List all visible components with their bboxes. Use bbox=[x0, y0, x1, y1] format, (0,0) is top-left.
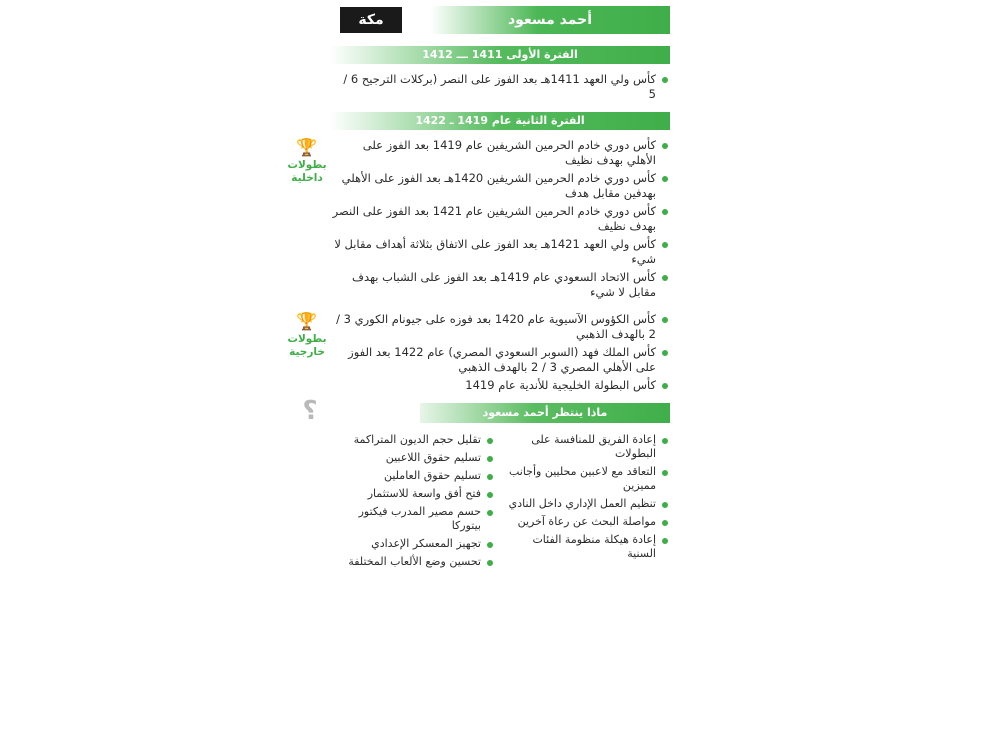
list-item: كأس ولي العهد 1421هـ بعد الفوز على الاتفاق بثلاثة أهداف مقابل لا شيء bbox=[332, 237, 670, 267]
section-bar-second-period-label: الفترة الثانية عام 1419 ـ 1422 bbox=[330, 112, 670, 130]
expectations-left-column bbox=[505, 433, 670, 573]
list-item: حسم مصير المدرب فيكتور بيتوركا bbox=[330, 505, 495, 533]
local-titles-row bbox=[287, 138, 670, 300]
list-item: تحسين وضع الألعاب المختلفة bbox=[330, 555, 495, 569]
trophy-icon: 🏆 bbox=[296, 138, 318, 158]
external-titles-list bbox=[332, 312, 670, 393]
local-titles-tag bbox=[278, 138, 336, 185]
external-titles-tag-line1: بطولات bbox=[287, 333, 327, 345]
question-section-label: ماذا ينتظر أحمد مسعود bbox=[420, 403, 670, 423]
list-item: فتح أفق واسعة للاستثمار bbox=[330, 487, 495, 501]
list-item: كأس الملك فهد (السوبر السعودي المصري) عام 1422 بعد الفوز على الأهلي المصري 3 / 2 بالهدف الذهبي bbox=[332, 345, 670, 375]
first-period-list bbox=[334, 72, 670, 102]
makkah-logo: مكة bbox=[340, 7, 402, 33]
expectations-columns bbox=[330, 433, 670, 573]
list-item: التعاقد مع لاعبين محليين وأجانب مميزين bbox=[505, 465, 670, 493]
local-titles-tag-line1: بطولات bbox=[287, 159, 327, 171]
local-titles-content bbox=[330, 138, 670, 300]
list-item: كأس الاتحاد السعودي عام 1419هـ بعد الفوز على الشباب بهدف مقابل لا شيء bbox=[332, 270, 670, 300]
expectations-right-column bbox=[330, 433, 495, 573]
section-bar-second-period bbox=[330, 112, 670, 130]
list-item: كأس دوري خادم الحرمين الشريفين عام 1419 بعد الفوز على الأهلي بهدف نظيف bbox=[332, 138, 670, 168]
section-bar-first-period-label: الفترة الأولى 1411 ـــ 1412 bbox=[330, 46, 670, 64]
first-period-content bbox=[330, 72, 670, 102]
trophy-icon: 🏆 bbox=[296, 312, 318, 332]
list-item: كأس البطولة الخليجية للأندية عام 1419 bbox=[332, 378, 670, 393]
external-titles-content bbox=[330, 312, 670, 393]
list-item: تنظيم العمل الإداري داخل النادي bbox=[505, 497, 670, 511]
list-item: إعادة هيكلة منظومة الفئات السنية bbox=[505, 533, 670, 561]
list-item: كأس ولي العهد 1411هـ بعد الفوز على النصر (بركلات الترجيح 6 / 5 bbox=[334, 72, 670, 102]
section-bar-first-period bbox=[330, 46, 670, 64]
local-titles-tag-line2: داخلية bbox=[291, 172, 323, 184]
list-item: تسليم حقوق اللاعبين bbox=[330, 451, 495, 465]
question-section-bar bbox=[302, 396, 670, 426]
list-item: تقليل حجم الديون المتراكمة bbox=[330, 433, 495, 447]
expectations-right-list bbox=[330, 433, 495, 569]
list-item: مواصلة البحث عن رعاة آخرين bbox=[505, 515, 670, 529]
external-titles-tag bbox=[278, 312, 336, 359]
list-item: كأس دوري خادم الحرمين الشريفين 1420هـ بعد الفوز على الأهلي بهدفين مقابل هدف bbox=[332, 171, 670, 201]
infographic bbox=[287, 0, 670, 690]
local-titles-list bbox=[332, 138, 670, 300]
page-title: أحمد مسعود bbox=[430, 6, 670, 34]
list-item: تجهيز المعسكر الإعدادي bbox=[330, 537, 495, 551]
list-item: إعادة الفريق للمنافسة على البطولات bbox=[505, 433, 670, 461]
expectations-left-list bbox=[505, 433, 670, 561]
list-item: كأس دوري خادم الحرمين الشريفين عام 1421 بعد الفوز على النصر بهدف نظيف bbox=[332, 204, 670, 234]
question-mark-icon: ؟ bbox=[302, 396, 318, 426]
header bbox=[330, 6, 670, 40]
external-titles-tag-line2: خارجية bbox=[289, 346, 325, 358]
external-titles-row bbox=[287, 312, 670, 393]
list-item: كأس الكؤوس الآسيوية عام 1420 بعد فوزه على جيونام الكوري 3 / 2 بالهدف الذهبي bbox=[332, 312, 670, 342]
list-item: تسليم حقوق العاملين bbox=[330, 469, 495, 483]
